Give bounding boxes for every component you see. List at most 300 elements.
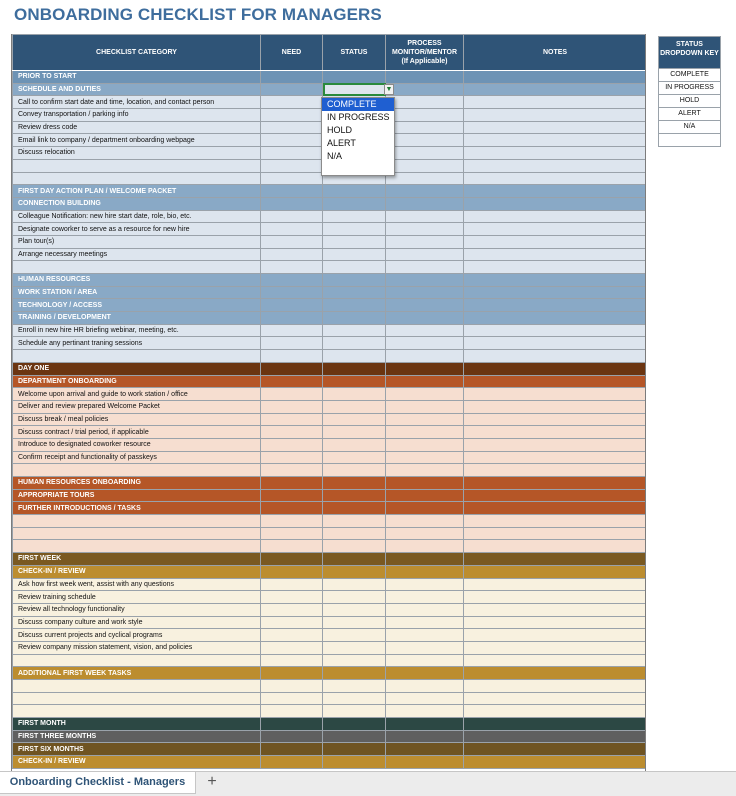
notes-cell[interactable] [464, 603, 647, 616]
monitor-cell[interactable] [386, 413, 464, 426]
status-cell[interactable] [323, 680, 386, 693]
category-cell[interactable]: ADDITIONAL FIRST WEEK TASKS [13, 667, 261, 680]
header-need[interactable]: NEED [261, 35, 323, 71]
category-cell[interactable]: Introduce to designated coworker resource [13, 438, 261, 451]
category-cell[interactable]: Discuss company culture and work style [13, 616, 261, 629]
category-cell[interactable] [13, 159, 261, 172]
notes-cell[interactable] [464, 235, 647, 248]
subsection-row [13, 502, 647, 515]
status-cell[interactable] [323, 553, 386, 566]
category-cell[interactable]: Designate coworker to serve as a resource for new hire [13, 223, 261, 236]
add-sheet-icon[interactable]: + [207, 773, 217, 790]
monitor-cell[interactable] [386, 159, 464, 172]
status-cell[interactable] [323, 515, 386, 528]
status-key-item[interactable]: IN PROGRESS [658, 82, 721, 95]
need-cell[interactable] [261, 261, 323, 274]
need-cell[interactable] [261, 756, 323, 769]
status-cell[interactable] [323, 261, 386, 274]
notes-cell[interactable] [464, 375, 647, 388]
need-cell[interactable] [261, 553, 323, 566]
notes-cell[interactable] [464, 743, 647, 756]
category-cell[interactable]: Ask how first week went, assist with any questions [13, 578, 261, 591]
category-cell[interactable]: CHECK-IN / REVIEW [13, 565, 261, 578]
need-cell[interactable] [261, 591, 323, 604]
section-row [13, 743, 647, 756]
need-cell[interactable] [261, 96, 323, 109]
status-cell[interactable] [323, 756, 386, 769]
status-cell-selected[interactable] [323, 83, 386, 96]
monitor-cell[interactable] [386, 134, 464, 147]
monitor-cell[interactable] [386, 223, 464, 236]
category-cell[interactable]: DEPARTMENT ONBOARDING [13, 375, 261, 388]
monitor-cell[interactable] [386, 248, 464, 261]
checklist-item-row [13, 350, 647, 363]
need-cell[interactable] [261, 743, 323, 756]
category-cell[interactable]: Plan tour(s) [13, 235, 261, 248]
category-cell[interactable]: FIRST WEEK [13, 553, 261, 566]
status-cell[interactable] [323, 565, 386, 578]
category-cell[interactable]: APPROPRIATE TOURS [13, 489, 261, 502]
notes-cell[interactable] [464, 451, 647, 464]
monitor-cell[interactable] [386, 388, 464, 401]
status-cell[interactable] [323, 274, 386, 287]
subsection-row [13, 489, 647, 502]
status-cell[interactable] [323, 413, 386, 426]
need-cell[interactable] [261, 312, 323, 325]
monitor-cell[interactable] [386, 641, 464, 654]
monitor-cell[interactable] [386, 96, 464, 109]
need-cell[interactable] [261, 477, 323, 490]
status-cell[interactable] [323, 718, 386, 731]
category-cell[interactable] [13, 515, 261, 528]
need-cell[interactable] [261, 718, 323, 731]
monitor-cell[interactable] [386, 438, 464, 451]
monitor-cell[interactable] [386, 743, 464, 756]
monitor-cell[interactable] [386, 400, 464, 413]
monitor-cell[interactable] [386, 680, 464, 693]
notes-cell[interactable] [464, 337, 647, 350]
need-cell[interactable] [261, 654, 323, 667]
status-cell[interactable] [323, 400, 386, 413]
monitor-cell[interactable] [386, 299, 464, 312]
status-cell[interactable] [323, 324, 386, 337]
notes-cell[interactable] [464, 553, 647, 566]
category-cell[interactable]: Review all technology functionality [13, 603, 261, 616]
notes-cell[interactable] [464, 261, 647, 274]
monitor-cell[interactable] [386, 261, 464, 274]
category-cell[interactable]: TRAINING / DEVELOPMENT [13, 312, 261, 325]
status-cell[interactable] [323, 71, 386, 84]
category-cell[interactable]: DAY ONE [13, 362, 261, 375]
notes-cell[interactable] [464, 464, 647, 477]
category-cell[interactable] [13, 261, 261, 274]
monitor-cell[interactable] [386, 451, 464, 464]
notes-cell[interactable] [464, 388, 647, 401]
notes-cell[interactable] [464, 350, 647, 363]
notes-cell[interactable] [464, 121, 647, 134]
monitor-cell[interactable] [386, 692, 464, 705]
section-row [13, 71, 647, 84]
monitor-cell[interactable] [386, 756, 464, 769]
status-cell[interactable] [323, 350, 386, 363]
notes-cell[interactable] [464, 312, 647, 325]
need-cell[interactable] [261, 235, 323, 248]
notes-cell[interactable] [464, 324, 647, 337]
category-cell[interactable]: FIRST THREE MONTHS [13, 730, 261, 743]
monitor-cell[interactable] [386, 71, 464, 84]
monitor-cell[interactable] [386, 210, 464, 223]
need-cell[interactable] [261, 375, 323, 388]
status-cell[interactable] [323, 489, 386, 502]
notes-cell[interactable] [464, 654, 647, 667]
monitor-cell[interactable] [386, 667, 464, 680]
status-cell[interactable] [323, 337, 386, 350]
monitor-cell[interactable] [386, 616, 464, 629]
status-cell[interactable] [323, 603, 386, 616]
status-cell[interactable] [323, 223, 386, 236]
dropdown-option[interactable]: ALERT [327, 138, 356, 148]
notes-cell[interactable] [464, 756, 647, 769]
notes-cell[interactable] [464, 641, 647, 654]
need-cell[interactable] [261, 388, 323, 401]
category-cell[interactable] [13, 654, 261, 667]
monitor-cell[interactable] [386, 121, 464, 134]
status-cell[interactable] [323, 299, 386, 312]
need-cell[interactable] [261, 400, 323, 413]
status-cell[interactable] [323, 502, 386, 515]
category-cell[interactable]: HUMAN RESOURCES [13, 274, 261, 287]
status-cell[interactable] [323, 477, 386, 490]
need-cell[interactable] [261, 337, 323, 350]
checklist-item-row [13, 210, 647, 223]
need-cell[interactable] [261, 565, 323, 578]
notes-cell[interactable] [464, 147, 647, 160]
need-cell[interactable] [261, 705, 323, 718]
notes-cell[interactable] [464, 197, 647, 210]
need-cell[interactable] [261, 489, 323, 502]
need-cell[interactable] [261, 248, 323, 261]
category-cell[interactable] [13, 527, 261, 540]
status-key-item[interactable]: COMPLETE [658, 69, 721, 82]
need-cell[interactable] [261, 350, 323, 363]
need-cell[interactable] [261, 223, 323, 236]
status-cell[interactable] [323, 654, 386, 667]
subsection-row [13, 185, 647, 198]
status-cell[interactable] [323, 426, 386, 439]
need-cell[interactable] [261, 629, 323, 642]
monitor-cell[interactable] [386, 172, 464, 185]
monitor-cell[interactable] [386, 591, 464, 604]
need-cell[interactable] [261, 71, 323, 84]
category-cell[interactable]: WORK STATION / AREA [13, 286, 261, 299]
category-cell[interactable]: CHECK-IN / REVIEW [13, 756, 261, 769]
status-key-item[interactable]: N/A [658, 121, 721, 134]
status-cell[interactable] [323, 235, 386, 248]
need-cell[interactable] [261, 286, 323, 299]
notes-cell[interactable] [464, 578, 647, 591]
category-cell[interactable]: Arrange necessary meetings [13, 248, 261, 261]
need-cell[interactable] [261, 616, 323, 629]
notes-cell[interactable] [464, 96, 647, 109]
status-cell[interactable] [323, 286, 386, 299]
need-cell[interactable] [261, 578, 323, 591]
need-cell[interactable] [261, 540, 323, 553]
status-cell[interactable] [323, 185, 386, 198]
need-cell[interactable] [261, 159, 323, 172]
notes-cell[interactable] [464, 159, 647, 172]
notes-cell[interactable] [464, 515, 647, 528]
status-cell[interactable] [323, 667, 386, 680]
monitor-cell[interactable] [386, 515, 464, 528]
status-cell[interactable] [323, 464, 386, 477]
checklist-item-row [13, 324, 647, 337]
notes-cell[interactable] [464, 540, 647, 553]
category-cell[interactable] [13, 680, 261, 693]
dropdown-option[interactable]: N/A [327, 151, 343, 161]
need-cell[interactable] [261, 667, 323, 680]
need-cell[interactable] [261, 413, 323, 426]
status-cell[interactable] [323, 248, 386, 261]
status-cell[interactable] [323, 540, 386, 553]
status-cell[interactable] [323, 692, 386, 705]
need-cell[interactable] [261, 730, 323, 743]
monitor-cell[interactable] [386, 312, 464, 325]
notes-cell[interactable] [464, 286, 647, 299]
monitor-cell[interactable] [386, 489, 464, 502]
notes-cell[interactable] [464, 502, 647, 515]
category-cell[interactable]: Review training schedule [13, 591, 261, 604]
monitor-cell[interactable] [386, 540, 464, 553]
monitor-cell[interactable] [386, 578, 464, 591]
notes-cell[interactable] [464, 438, 647, 451]
category-cell[interactable]: Call to confirm start date and time, location, and contact person [13, 96, 261, 109]
notes-cell[interactable] [464, 413, 647, 426]
category-cell[interactable] [13, 350, 261, 363]
category-cell[interactable]: Email link to company / department onboarding webpage [13, 134, 261, 147]
dropdown-option[interactable]: HOLD [327, 125, 353, 135]
status-key-item[interactable] [658, 134, 721, 147]
monitor-cell[interactable] [386, 274, 464, 287]
status-cell[interactable] [323, 388, 386, 401]
header-status[interactable]: STATUS [323, 35, 386, 71]
notes-cell[interactable] [464, 83, 647, 96]
category-cell[interactable]: Schedule any pertinant traning sessions [13, 337, 261, 350]
need-cell[interactable] [261, 464, 323, 477]
status-cell[interactable] [323, 362, 386, 375]
category-cell[interactable] [13, 705, 261, 718]
monitor-cell[interactable] [386, 705, 464, 718]
status-cell[interactable] [323, 578, 386, 591]
category-cell[interactable]: PRIOR TO START [13, 71, 261, 84]
monitor-cell[interactable] [386, 553, 464, 566]
need-cell[interactable] [261, 172, 323, 185]
need-cell[interactable] [261, 692, 323, 705]
sheet-tab-managers[interactable]: Onboarding Checklist - Managers [0, 772, 196, 794]
category-cell[interactable]: FIRST MONTH [13, 718, 261, 731]
status-cell[interactable] [323, 375, 386, 388]
status-cell[interactable] [323, 438, 386, 451]
monitor-cell[interactable] [386, 324, 464, 337]
status-cell[interactable] [323, 705, 386, 718]
category-cell[interactable]: HUMAN RESOURCES ONBOARDING [13, 477, 261, 490]
category-cell[interactable]: TECHNOLOGY / ACCESS [13, 299, 261, 312]
need-cell[interactable] [261, 197, 323, 210]
category-cell[interactable]: Welcome upon arrival and guide to work station / office [13, 388, 261, 401]
need-cell[interactable] [261, 362, 323, 375]
notes-cell[interactable] [464, 299, 647, 312]
category-cell[interactable]: FIRST SIX MONTHS [13, 743, 261, 756]
need-cell[interactable] [261, 426, 323, 439]
monitor-cell[interactable] [386, 718, 464, 731]
notes-cell[interactable] [464, 400, 647, 413]
monitor-cell[interactable] [386, 185, 464, 198]
need-cell[interactable] [261, 147, 323, 160]
notes-cell[interactable] [464, 426, 647, 439]
subsection-row [13, 83, 647, 96]
need-cell[interactable] [261, 210, 323, 223]
need-cell[interactable] [261, 603, 323, 616]
category-cell[interactable]: Deliver and review prepared Welcome Packet [13, 400, 261, 413]
monitor-cell[interactable] [386, 426, 464, 439]
category-cell[interactable]: Discuss current projects and cyclical programs [13, 629, 261, 642]
notes-cell[interactable] [464, 109, 647, 122]
notes-cell[interactable] [464, 274, 647, 287]
header-checklist-category[interactable]: CHECKLIST CATEGORY [13, 35, 261, 71]
checklist-item-row [13, 451, 647, 464]
category-cell[interactable]: FURTHER INTRODUCTIONS / TASKS [13, 502, 261, 515]
notes-cell[interactable] [464, 591, 647, 604]
need-cell[interactable] [261, 121, 323, 134]
status-cell[interactable] [323, 616, 386, 629]
notes-cell[interactable] [464, 134, 647, 147]
notes-cell[interactable] [464, 718, 647, 731]
category-cell[interactable]: FIRST DAY ACTION PLAN / WELCOME PACKET [13, 185, 261, 198]
header-notes[interactable]: NOTES [464, 35, 647, 71]
category-cell[interactable]: Convey transportation / parking info [13, 109, 261, 122]
dropdown-arrow-icon[interactable]: ▼ [385, 86, 393, 93]
status-cell[interactable] [323, 210, 386, 223]
category-cell[interactable]: Enroll in new hire HR briefing webinar, meeting, etc. [13, 324, 261, 337]
monitor-cell[interactable] [386, 603, 464, 616]
status-cell[interactable] [323, 743, 386, 756]
status-dropdown-list [321, 97, 395, 176]
notes-cell[interactable] [464, 616, 647, 629]
notes-cell[interactable] [464, 667, 647, 680]
notes-cell[interactable] [464, 489, 647, 502]
need-cell[interactable] [261, 451, 323, 464]
status-cell[interactable] [323, 730, 386, 743]
notes-cell[interactable] [464, 210, 647, 223]
notes-cell[interactable] [464, 362, 647, 375]
notes-cell[interactable] [464, 71, 647, 84]
dropdown-option[interactable]: IN PROGRESS [327, 112, 390, 122]
monitor-cell[interactable] [386, 83, 464, 96]
category-cell[interactable]: Colleague Notification: new hire start date, role, bio, etc. [13, 210, 261, 223]
checklist-item-row [13, 654, 647, 667]
need-cell[interactable] [261, 299, 323, 312]
monitor-cell[interactable] [386, 477, 464, 490]
need-cell[interactable] [261, 438, 323, 451]
status-cell[interactable] [323, 527, 386, 540]
monitor-cell[interactable] [386, 286, 464, 299]
status-cell[interactable] [323, 451, 386, 464]
status-cell[interactable] [323, 312, 386, 325]
monitor-cell[interactable] [386, 147, 464, 160]
category-cell[interactable]: Confirm receipt and functionality of passkeys [13, 451, 261, 464]
category-cell[interactable] [13, 464, 261, 477]
need-cell[interactable] [261, 134, 323, 147]
notes-cell[interactable] [464, 185, 647, 198]
status-key-item[interactable]: ALERT [658, 108, 721, 121]
notes-cell[interactable] [464, 730, 647, 743]
notes-cell[interactable] [464, 692, 647, 705]
status-cell[interactable] [323, 197, 386, 210]
category-cell[interactable] [13, 172, 261, 185]
monitor-cell[interactable] [386, 527, 464, 540]
dropdown-option[interactable]: COMPLETE [322, 98, 394, 111]
need-cell[interactable] [261, 324, 323, 337]
category-cell[interactable]: Discuss relocation [13, 147, 261, 160]
notes-cell[interactable] [464, 565, 647, 578]
monitor-cell[interactable] [386, 565, 464, 578]
monitor-cell[interactable] [386, 362, 464, 375]
monitor-cell[interactable] [386, 375, 464, 388]
category-cell[interactable]: Discuss contract / trial period, if applicable [13, 426, 261, 439]
category-cell[interactable]: SCHEDULE AND DUTIES [13, 83, 261, 96]
need-cell[interactable] [261, 680, 323, 693]
need-cell[interactable] [261, 274, 323, 287]
monitor-cell[interactable] [386, 502, 464, 515]
notes-cell[interactable] [464, 172, 647, 185]
monitor-cell[interactable] [386, 350, 464, 363]
need-cell[interactable] [261, 83, 323, 96]
monitor-cell[interactable] [386, 337, 464, 350]
status-cell[interactable] [323, 641, 386, 654]
header-process-monitor[interactable]: PROCESS MONITOR/MENTOR (If Applicable) [386, 35, 464, 71]
notes-cell[interactable] [464, 705, 647, 718]
status-cell[interactable] [323, 629, 386, 642]
notes-cell[interactable] [464, 477, 647, 490]
notes-cell[interactable] [464, 527, 647, 540]
monitor-cell[interactable] [386, 235, 464, 248]
notes-cell[interactable] [464, 223, 647, 236]
need-cell[interactable] [261, 109, 323, 122]
section-row [13, 730, 647, 743]
need-cell[interactable] [261, 502, 323, 515]
need-cell[interactable] [261, 527, 323, 540]
status-cell[interactable] [323, 591, 386, 604]
notes-cell[interactable] [464, 248, 647, 261]
notes-cell[interactable] [464, 629, 647, 642]
monitor-cell[interactable] [386, 654, 464, 667]
category-cell[interactable] [13, 540, 261, 553]
monitor-cell[interactable] [386, 730, 464, 743]
category-cell[interactable]: CONNECTION BUILDING [13, 197, 261, 210]
category-cell[interactable]: Review company mission statement, vision, and policies [13, 641, 261, 654]
need-cell[interactable] [261, 641, 323, 654]
monitor-cell[interactable] [386, 464, 464, 477]
category-cell[interactable] [13, 692, 261, 705]
monitor-cell[interactable] [386, 109, 464, 122]
monitor-cell[interactable] [386, 629, 464, 642]
category-cell[interactable]: Review dress code [13, 121, 261, 134]
monitor-cell[interactable] [386, 197, 464, 210]
need-cell[interactable] [261, 185, 323, 198]
status-key-item[interactable]: HOLD [658, 95, 721, 108]
need-cell[interactable] [261, 515, 323, 528]
category-cell[interactable]: Discuss break / meal policies [13, 413, 261, 426]
notes-cell[interactable] [464, 680, 647, 693]
